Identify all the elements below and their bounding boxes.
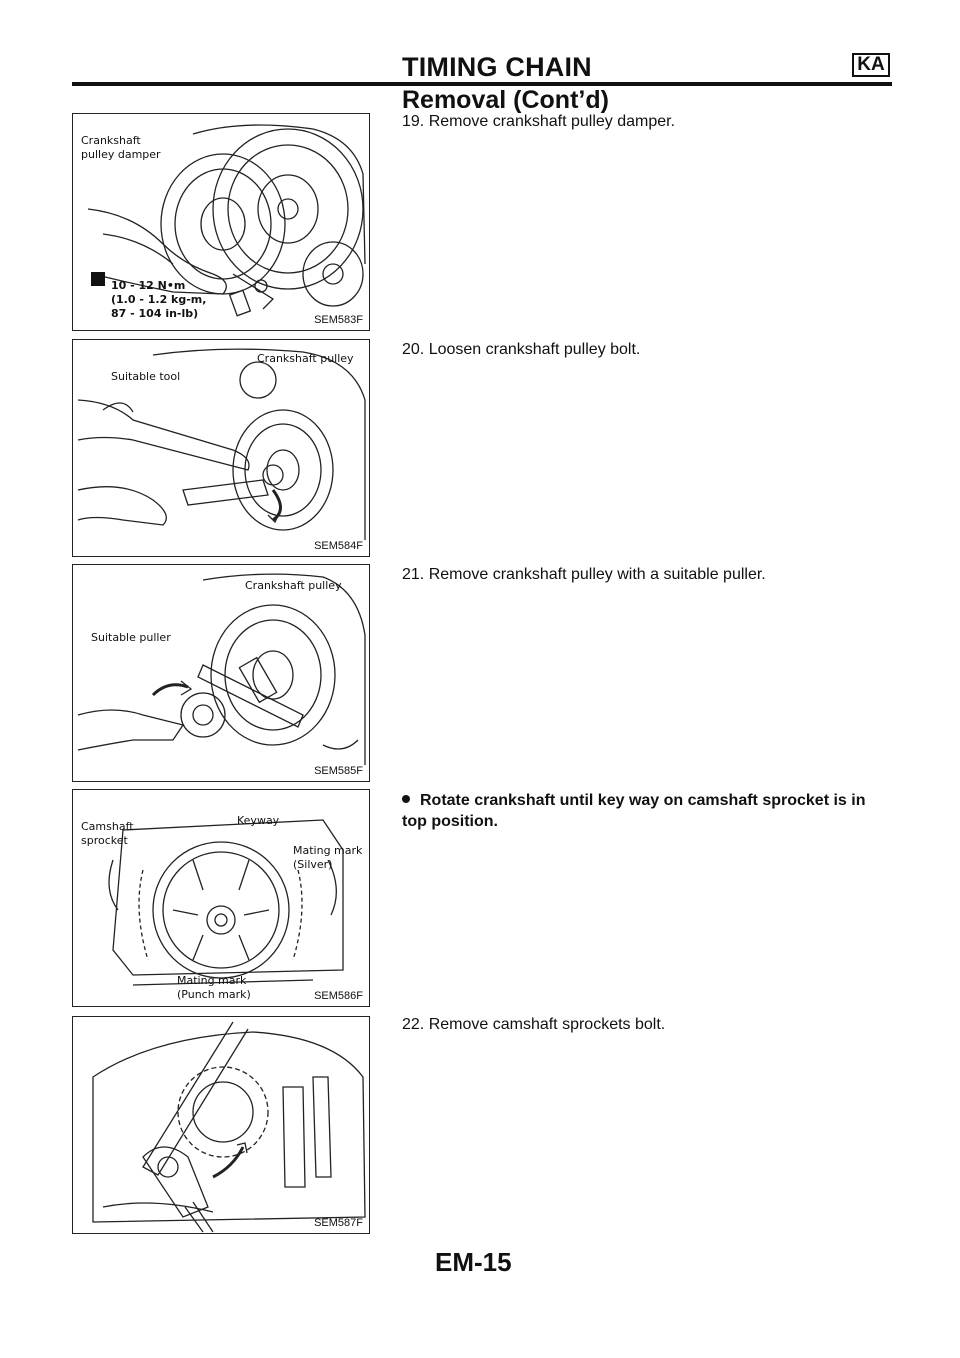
figure-code: SEM584F [314, 540, 363, 552]
figure-remove-pulley [72, 564, 370, 782]
figure-code: SEM586F [314, 990, 363, 1002]
bullet-icon [402, 795, 410, 803]
engine-badge: KA [852, 53, 890, 77]
figure-code: SEM587F [314, 1217, 363, 1229]
callout-suitable-tool: Suitable tool [111, 370, 181, 383]
figure-loosen-bolt [72, 339, 370, 557]
step-20: 20. Loosen crankshaft pulley bolt. [402, 341, 641, 358]
callout-keyway: Keyway [237, 814, 280, 827]
remove-pulley-illustration [73, 565, 370, 782]
step-19: 19. Remove crankshaft pulley damper. [402, 113, 676, 130]
callout-crankshaft-pulley: Crankshaft pulley [257, 352, 354, 365]
step-rotate-text: Rotate crankshaft until key way on camshaft sprocket is in top position. [402, 792, 866, 830]
figure-code: SEM585F [314, 765, 363, 777]
figure-pulley-damper [72, 113, 370, 331]
step-rotate-crankshaft [402, 790, 882, 832]
figure-sprocket-bolt [72, 1016, 370, 1234]
callout-pulley-damper: Crankshaft pulley damper [81, 134, 161, 161]
callout-mating-mark-punch: Mating mark (Punch mark) [177, 974, 251, 1001]
torque-wrench-icon [91, 272, 105, 286]
sprocket-bolt-illustration [73, 1017, 370, 1234]
section-subtitle: Removal (Cont’d) [402, 86, 609, 114]
figure-mating-marks [72, 789, 370, 1007]
torque-spec: 10 - 12 N•m (1.0 - 1.2 kg-m, 87 - 104 in-lb) [111, 279, 207, 320]
callout-crankshaft-pulley: Crankshaft pulley [245, 579, 342, 592]
figure-code: SEM583F [314, 314, 363, 326]
section-title: TIMING CHAIN [402, 52, 592, 82]
callout-suitable-puller: Suitable puller [91, 631, 171, 644]
step-22: 22. Remove camshaft sprockets bolt. [402, 1016, 666, 1033]
step-21: 21. Remove crankshaft pulley with a suitable puller. [402, 566, 766, 583]
callout-mating-mark-silver: Mating mark (Silver) [293, 844, 363, 871]
page-number: EM-15 [435, 1247, 512, 1277]
callout-camshaft-sprocket: Camshaft sprocket [81, 820, 134, 847]
